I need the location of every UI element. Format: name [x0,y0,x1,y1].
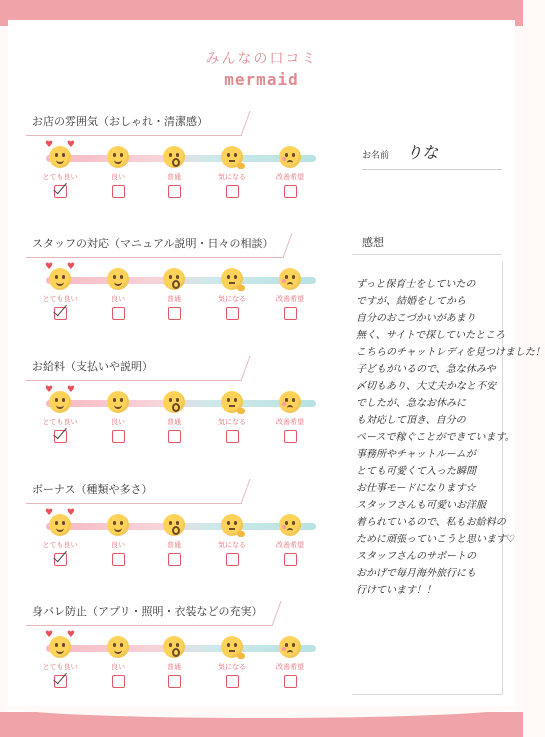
surprised-face-icon [163,146,185,168]
option-label: 気になる [218,663,246,671]
rating-checkbox[interactable] [112,185,125,198]
teary-face-icon [279,391,301,413]
option-label: とても良い [42,541,78,549]
rating-scale [34,391,314,461]
surprised-face-icon [163,268,185,290]
comment-line: とても可愛くて入った瞬間 [356,466,476,477]
rating-checkbox[interactable] [284,675,297,688]
rating-option [202,391,262,443]
rating-option [202,146,262,198]
rating-section [26,355,326,426]
rating-option [260,391,320,443]
rating-checkbox[interactable] [284,430,297,443]
comment-line: ペースで稼ぐことができています。 [356,432,515,443]
option-label: 改善希望 [276,173,304,181]
section-title: スタッフの対応（マニュアル説明・日々の相談） [26,233,278,258]
teary-face-icon [279,146,301,168]
rating-checkbox[interactable] [54,675,67,688]
comment-line: こちらのチャットレディを見つけました！ [356,347,545,358]
option-label: 気になる [218,541,246,549]
name-label: お名前 [362,151,390,161]
handwritten-comment [356,276,545,599]
thinking-face-icon [221,146,243,168]
rating-checkbox[interactable] [168,307,181,320]
rating-checkbox[interactable] [168,430,181,443]
option-label: 良い [111,295,125,303]
rating-checkbox[interactable] [168,553,181,566]
rating-checkbox[interactable] [54,430,67,443]
comment-line: 行けています！！ [356,585,436,596]
rating-checkbox[interactable] [112,675,125,688]
option-label: とても良い [42,173,78,181]
rating-checkbox[interactable] [54,307,67,320]
option-label: 改善希望 [276,295,304,303]
name-block [362,140,502,170]
option-label: とても良い [42,663,78,671]
rating-checkbox[interactable] [226,430,239,443]
rating-checkbox[interactable] [168,185,181,198]
rating-checkbox[interactable] [226,185,239,198]
rating-section [26,478,326,549]
comment-line: でしたが、急なお休みに [356,398,466,409]
rating-option [144,636,204,688]
rating-section [26,232,326,303]
comment-line: お仕事モードになります☆ [356,483,476,494]
option-label: 良い [111,663,125,671]
impression-label: 感想 [362,236,384,249]
rating-option [30,391,90,443]
rating-option [144,391,204,443]
section-title: お給料（支払いや説明） [26,356,236,381]
comment-line: ですが、結婚をしてから [356,296,466,307]
comment-line: おかげで毎月海外旅行にも [356,568,476,579]
thinking-face-icon [221,268,243,290]
rating-option [144,146,204,198]
section-title: ボーナス（種類や多さ） [26,479,236,504]
surprised-face-icon [163,514,185,536]
smiling-face-icon [107,268,129,290]
rating-checkbox[interactable] [54,185,67,198]
option-label: 改善希望 [276,541,304,549]
option-label: とても良い [42,295,78,303]
rating-checkbox[interactable] [226,675,239,688]
comment-line: 〆切もあり、大丈夫かなと不安 [356,381,496,392]
smiling-face-icon [107,146,129,168]
rating-option [30,146,90,198]
option-label: 普通 [167,541,181,549]
rating-checkbox[interactable] [284,307,297,320]
rating-option [88,268,148,320]
comment-line: 自分のおこづかいがあまり [356,313,476,324]
rating-option [30,514,90,566]
rating-checkbox[interactable] [284,185,297,198]
comment-line: も対応して頂き、自分の [356,415,466,426]
rating-section [26,600,326,671]
teary-face-icon [279,636,301,658]
rating-option [202,514,262,566]
option-label: 普通 [167,418,181,426]
heart-eyes-face-icon [49,514,71,536]
rating-scale [34,146,314,216]
heart-eyes-face-icon [49,146,71,168]
rating-option [88,636,148,688]
rating-option [202,268,262,320]
rating-checkbox[interactable] [284,553,297,566]
page-title: みんなの口コミ [205,51,318,67]
smiling-face-icon [107,514,129,536]
rating-option [30,268,90,320]
option-label: 良い [111,418,125,426]
rating-option [88,146,148,198]
teary-face-icon [279,268,301,290]
section-title: 身バレ防止（アプリ・照明・衣装などの充実） [26,601,267,626]
bottom-decorative-band [0,712,523,737]
rating-checkbox[interactable] [226,307,239,320]
heart-eyes-face-icon [49,268,71,290]
smiling-face-icon [107,636,129,658]
option-label: 普通 [167,295,181,303]
rating-option [88,514,148,566]
option-label: 良い [111,541,125,549]
rating-option [260,268,320,320]
option-label: 普通 [167,663,181,671]
rating-checkbox[interactable] [112,307,125,320]
rating-section [26,110,326,181]
rating-checkbox[interactable] [226,553,239,566]
rating-option [202,636,262,688]
comment-line: スタッフさんのサポートの [356,551,476,562]
rating-scale [34,514,314,584]
rating-checkbox[interactable] [112,430,125,443]
option-label: 普通 [167,173,181,181]
comment-line: ずっと保育士をしていたの [356,279,476,290]
comment-line: 無く、サイトで探していたところ [356,330,506,341]
option-label: 改善希望 [276,663,304,671]
comment-line: 子どもがいるので、急な休みや [356,364,496,375]
name-value: りな [406,143,439,162]
comment-line: ために頑張っていこうと思います♡ [356,534,515,545]
option-label: 気になる [218,295,246,303]
rating-scale [34,636,314,706]
surprised-face-icon [163,391,185,413]
name-underline [362,169,502,170]
option-label: 改善希望 [276,418,304,426]
heart-eyes-face-icon [49,636,71,658]
rating-checkbox[interactable] [168,675,181,688]
rating-option [88,391,148,443]
impression-divider [352,254,502,255]
option-label: 気になる [218,173,246,181]
surprised-face-icon [163,636,185,658]
thinking-face-icon [221,514,243,536]
teary-face-icon [279,514,301,536]
thinking-face-icon [221,391,243,413]
option-label: 良い [111,173,125,181]
heart-eyes-face-icon [49,391,71,413]
smiling-face-icon [107,391,129,413]
comment-line: 事務所やチャットルームが [356,449,476,460]
rating-option [144,514,204,566]
thinking-face-icon [221,636,243,658]
option-label: 気になる [218,418,246,426]
option-label: とても良い [42,418,78,426]
store-name: mermaid [224,70,299,89]
rating-option [260,514,320,566]
comment-line: スタッフさんも可愛いお洋服 [356,500,486,511]
rating-scale [34,268,314,338]
comment-line: 着られているので、私もお給料の [356,517,506,528]
rating-option [30,636,90,688]
rating-option [144,268,204,320]
rating-checkbox[interactable] [112,553,125,566]
rating-option [260,636,320,688]
rating-checkbox[interactable] [54,553,67,566]
section-title: お店の雰囲気（おしゃれ・清潔感） [26,111,236,136]
rating-option [260,146,320,198]
